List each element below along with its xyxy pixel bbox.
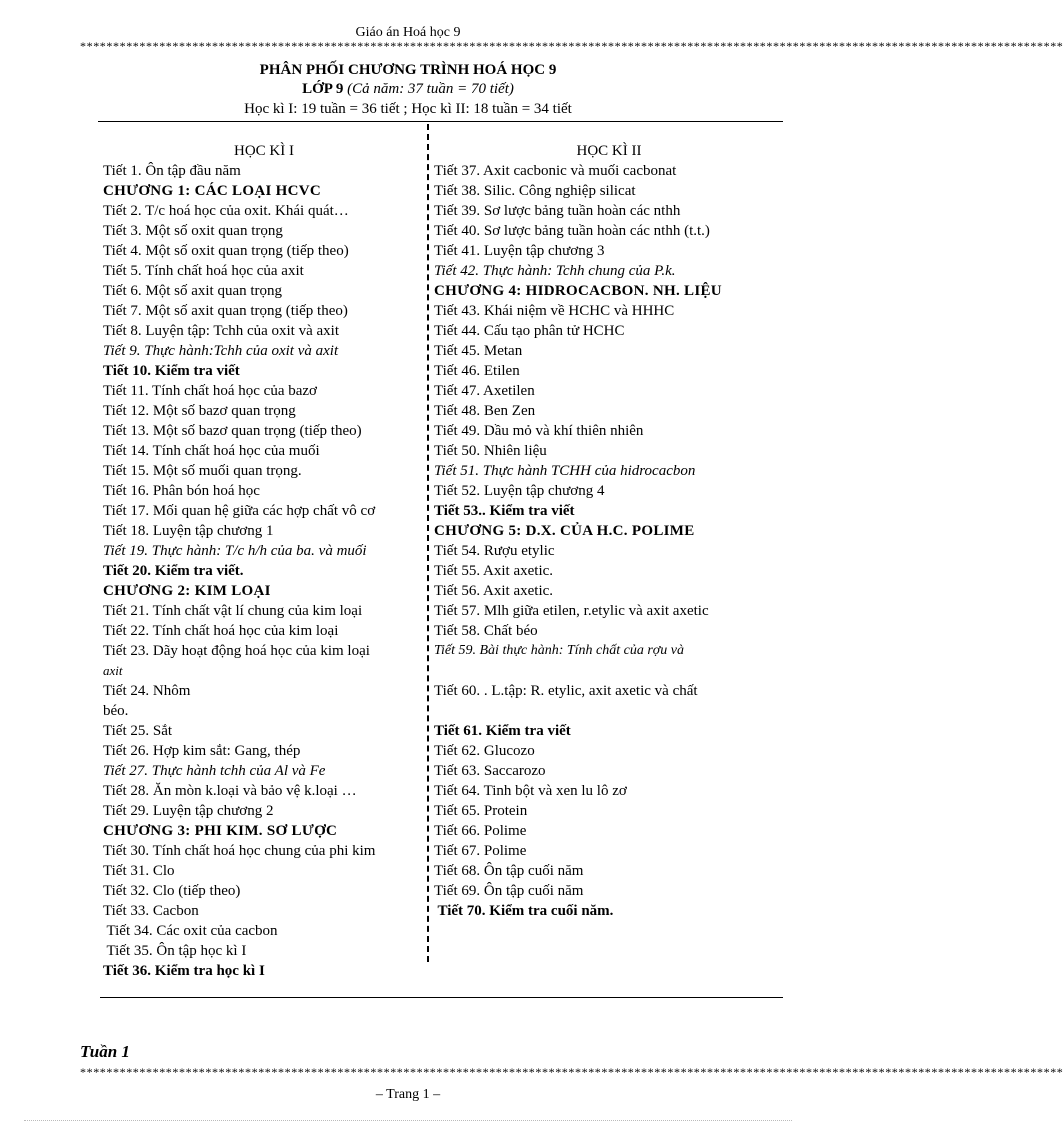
class-detail: (Cả năm: 37 tuần = 70 tiết) bbox=[347, 81, 514, 97]
lesson-item: Tiết 45. Metan bbox=[434, 343, 523, 359]
lesson-item: Tiết 46. Etilen bbox=[434, 363, 520, 379]
test-item: Tiết 70. Kiểm tra cuối năm. bbox=[434, 903, 614, 919]
lesson-item: Tiết 26. Hợp kim sắt: Gang, thép bbox=[103, 743, 301, 759]
lesson-item: Tiết 7. Một số axit quan trọng (tiếp theo) bbox=[103, 303, 348, 319]
lesson-item: Tiết 17. Mối quan hệ giữa các hợp chất vô cơ bbox=[103, 503, 376, 519]
lesson-item: Tiết 4. Một số oxit quan trọng (tiếp theo) bbox=[103, 243, 349, 259]
lesson-item: Tiết 12. Một số bazơ quan trọng bbox=[103, 403, 296, 419]
document-header-title: Giáo án Hoá học 9 bbox=[355, 25, 461, 40]
lesson-item: Tiết 1. Ôn tập đầu năm bbox=[103, 163, 241, 179]
semester-2-heading: HỌC KÌ II bbox=[576, 143, 642, 159]
lesson-item: Tiết 32. Clo (tiếp theo) bbox=[103, 883, 241, 899]
lesson-item: Tiết 41. Luyện tập chương 3 bbox=[434, 243, 605, 259]
lesson-item: Tiết 11. Tính chất hoá học của bazơ bbox=[103, 383, 317, 399]
lesson-item: Tiết 39. Sơ lược bảng tuần hoàn các nthh bbox=[434, 203, 681, 219]
blank-line bbox=[434, 701, 784, 721]
lesson-item: Tiết 15. Một số muối quan trọng. bbox=[103, 463, 302, 479]
lesson-item: Tiết 69. Ôn tập cuối năm bbox=[434, 883, 584, 899]
test-item: Tiết 53.. Kiểm tra viết bbox=[434, 503, 575, 519]
lesson-item: Tiết 14. Tính chất hoá học của muối bbox=[103, 443, 320, 459]
lesson-item: Tiết 47. Axetilen bbox=[434, 383, 535, 399]
star-separator-bottom: ***************************************************************************************************************************************************** bbox=[80, 1065, 1063, 1079]
week-label: Tuần 1 bbox=[80, 1042, 130, 1061]
lesson-item: Tiết 28. Ăn mòn k.loại và bảo vệ k.loại … bbox=[103, 783, 357, 799]
page-title: PHÂN PHỐI CHƯƠNG TRÌNH HOÁ HỌC 9 bbox=[259, 62, 557, 78]
lesson-item: Tiết 6. Một số axit quan trọng bbox=[103, 283, 283, 299]
star-separator-top: ***************************************************************************************************************************************************** bbox=[80, 39, 1063, 53]
lesson-item: Tiết 66. Polime bbox=[434, 823, 527, 839]
semester-summary: Học kì I: 19 tuần = 36 tiết ; Học kì II: 18 tuần = 34 tiết bbox=[244, 101, 572, 117]
lesson-item: Tiết 40. Sơ lược bảng tuần hoàn các nthh (t.t.) bbox=[434, 223, 710, 239]
practice-item: Tiết 51. Thực hành TCHH của hidrocacbon bbox=[434, 463, 696, 479]
overflow-fragment: béo. bbox=[103, 703, 129, 719]
lesson-item: Tiết 16. Phân bón hoá học bbox=[103, 483, 260, 499]
lesson-item: Tiết 2. T/c hoá học của oxit. Khái quát… bbox=[103, 203, 349, 219]
lesson-item: Tiết 30. Tính chất hoá học chung của phi kim bbox=[103, 843, 376, 859]
lesson-item: Tiết 38. Silic. Công nghiệp silicat bbox=[434, 183, 636, 199]
page-edge-dotted-line bbox=[24, 1120, 792, 1121]
lesson-item: Tiết 60. . L.tập: R. etylic, axit axetic và chất bbox=[434, 683, 698, 699]
class-label: LỚP 9 bbox=[302, 81, 344, 97]
class-line bbox=[0, 81, 816, 98]
lesson-item: Tiết 33. Cacbon bbox=[103, 903, 199, 919]
lesson-item: Tiết 63. Saccarozo bbox=[434, 763, 546, 779]
semester-1-heading: HỌC KÌ I bbox=[234, 143, 294, 159]
lesson-item: Tiết 37. Axit cacbonic và muối cacbonat bbox=[434, 163, 677, 179]
blank-line bbox=[434, 661, 784, 681]
lesson-item: Tiết 52. Luyện tập chương 4 bbox=[434, 483, 605, 499]
lesson-item: Tiết 62. Glucozo bbox=[434, 743, 535, 759]
lesson-item: Tiết 21. Tính chất vật lí chung của kim loại bbox=[103, 603, 363, 619]
lesson-item: Tiết 44. Cấu tạo phân tử HCHC bbox=[434, 323, 625, 339]
lesson-item: Tiết 5. Tính chất hoá học của axit bbox=[103, 263, 304, 279]
lesson-item: Tiết 64. Tinh bột và xen lu lô zơ bbox=[434, 783, 627, 799]
lesson-item: Tiết 48. Ben Zen bbox=[434, 403, 536, 419]
lesson-item: Tiết 50. Nhiên liệu bbox=[434, 443, 547, 459]
lesson-item: Tiết 68. Ôn tập cuối năm bbox=[434, 863, 584, 879]
lesson-item: Tiết 31. Clo bbox=[103, 863, 175, 879]
lesson-item: Tiết 8. Luyện tập: Tchh của oxit và axit bbox=[103, 323, 339, 339]
lesson-item: Tiết 57. Mlh giữa etilen, r.etylic và axit axetic bbox=[434, 603, 709, 619]
test-item: Tiết 61. Kiểm tra viết bbox=[434, 723, 571, 739]
test-item: Tiết 36. Kiểm tra học kì I bbox=[103, 963, 265, 979]
lesson-item: Tiết 65. Protein bbox=[434, 803, 528, 819]
lesson-item: Tiết 23. Dãy hoạt động hoá học của kim loại bbox=[103, 643, 370, 659]
semester-2-column bbox=[434, 141, 784, 921]
practice-item: Tiết 27. Thực hành tchh của Al và Fe bbox=[103, 763, 326, 779]
lesson-item: Tiết 67. Polime bbox=[434, 843, 527, 859]
lesson-item: Tiết 54. Rượu etylic bbox=[434, 543, 555, 559]
top-rule bbox=[98, 121, 783, 122]
chapter-heading: CHƯƠNG 4: HIDROCACBON. NH. LIỆU bbox=[434, 283, 722, 299]
lesson-item: Tiết 29. Luyện tập chương 2 bbox=[103, 803, 274, 819]
bottom-rule bbox=[100, 997, 783, 998]
practice-item: Tiết 9. Thực hành:Tchh của oxit và axit bbox=[103, 343, 339, 359]
lesson-item: Tiết 35. Ôn tập học kì I bbox=[103, 943, 247, 959]
chapter-heading: CHƯƠNG 5: D.X. CỦA H.C. POLIME bbox=[434, 523, 695, 539]
chapter-heading: CHƯƠNG 3: PHI KIM. SƠ LƯỢC bbox=[103, 823, 338, 839]
practice-item: Tiết 42. Thực hành: Tchh chung của P.k. bbox=[434, 263, 676, 279]
column-divider bbox=[427, 124, 429, 962]
lesson-item: Tiết 25. Sắt bbox=[103, 723, 173, 739]
page-number: – Trang 1 – bbox=[375, 1087, 441, 1102]
practice-item: Tiết 19. Thực hành: T/c h/h của ba. và muối bbox=[103, 543, 367, 559]
chapter-heading: CHƯƠNG 1: CÁC LOẠI HCVC bbox=[103, 183, 322, 199]
chapter-heading: CHƯƠNG 2: KIM LOẠI bbox=[103, 583, 271, 599]
lesson-item: Tiết 24. Nhôm bbox=[103, 683, 191, 699]
lesson-item: Tiết 18. Luyện tập chương 1 bbox=[103, 523, 274, 539]
test-item: Tiết 20. Kiểm tra viết. bbox=[103, 563, 244, 579]
practice-item: Tiết 59. Bài thực hành: Tính chất của rợu và bbox=[434, 643, 684, 658]
lesson-item: Tiết 34. Các oxit của cacbon bbox=[103, 923, 278, 939]
lesson-item: Tiết 22. Tính chất hoá học của kim loại bbox=[103, 623, 339, 639]
semester-1-column bbox=[103, 141, 425, 981]
lesson-item: Tiết 56. Axit axetic. bbox=[434, 583, 554, 599]
lesson-item: Tiết 43. Khái niệm về HCHC và HHHC bbox=[434, 303, 675, 319]
test-item: Tiết 10. Kiểm tra viết bbox=[103, 363, 240, 379]
lesson-item: Tiết 55. Axit axetic. bbox=[434, 563, 554, 579]
overflow-fragment: axit bbox=[103, 663, 123, 678]
lesson-item: Tiết 58. Chất béo bbox=[434, 623, 538, 639]
lesson-item: Tiết 13. Một số bazơ quan trọng (tiếp theo) bbox=[103, 423, 362, 439]
lesson-item: Tiết 3. Một số oxit quan trọng bbox=[103, 223, 283, 239]
lesson-item: Tiết 49. Dầu mỏ và khí thiên nhiên bbox=[434, 423, 644, 439]
